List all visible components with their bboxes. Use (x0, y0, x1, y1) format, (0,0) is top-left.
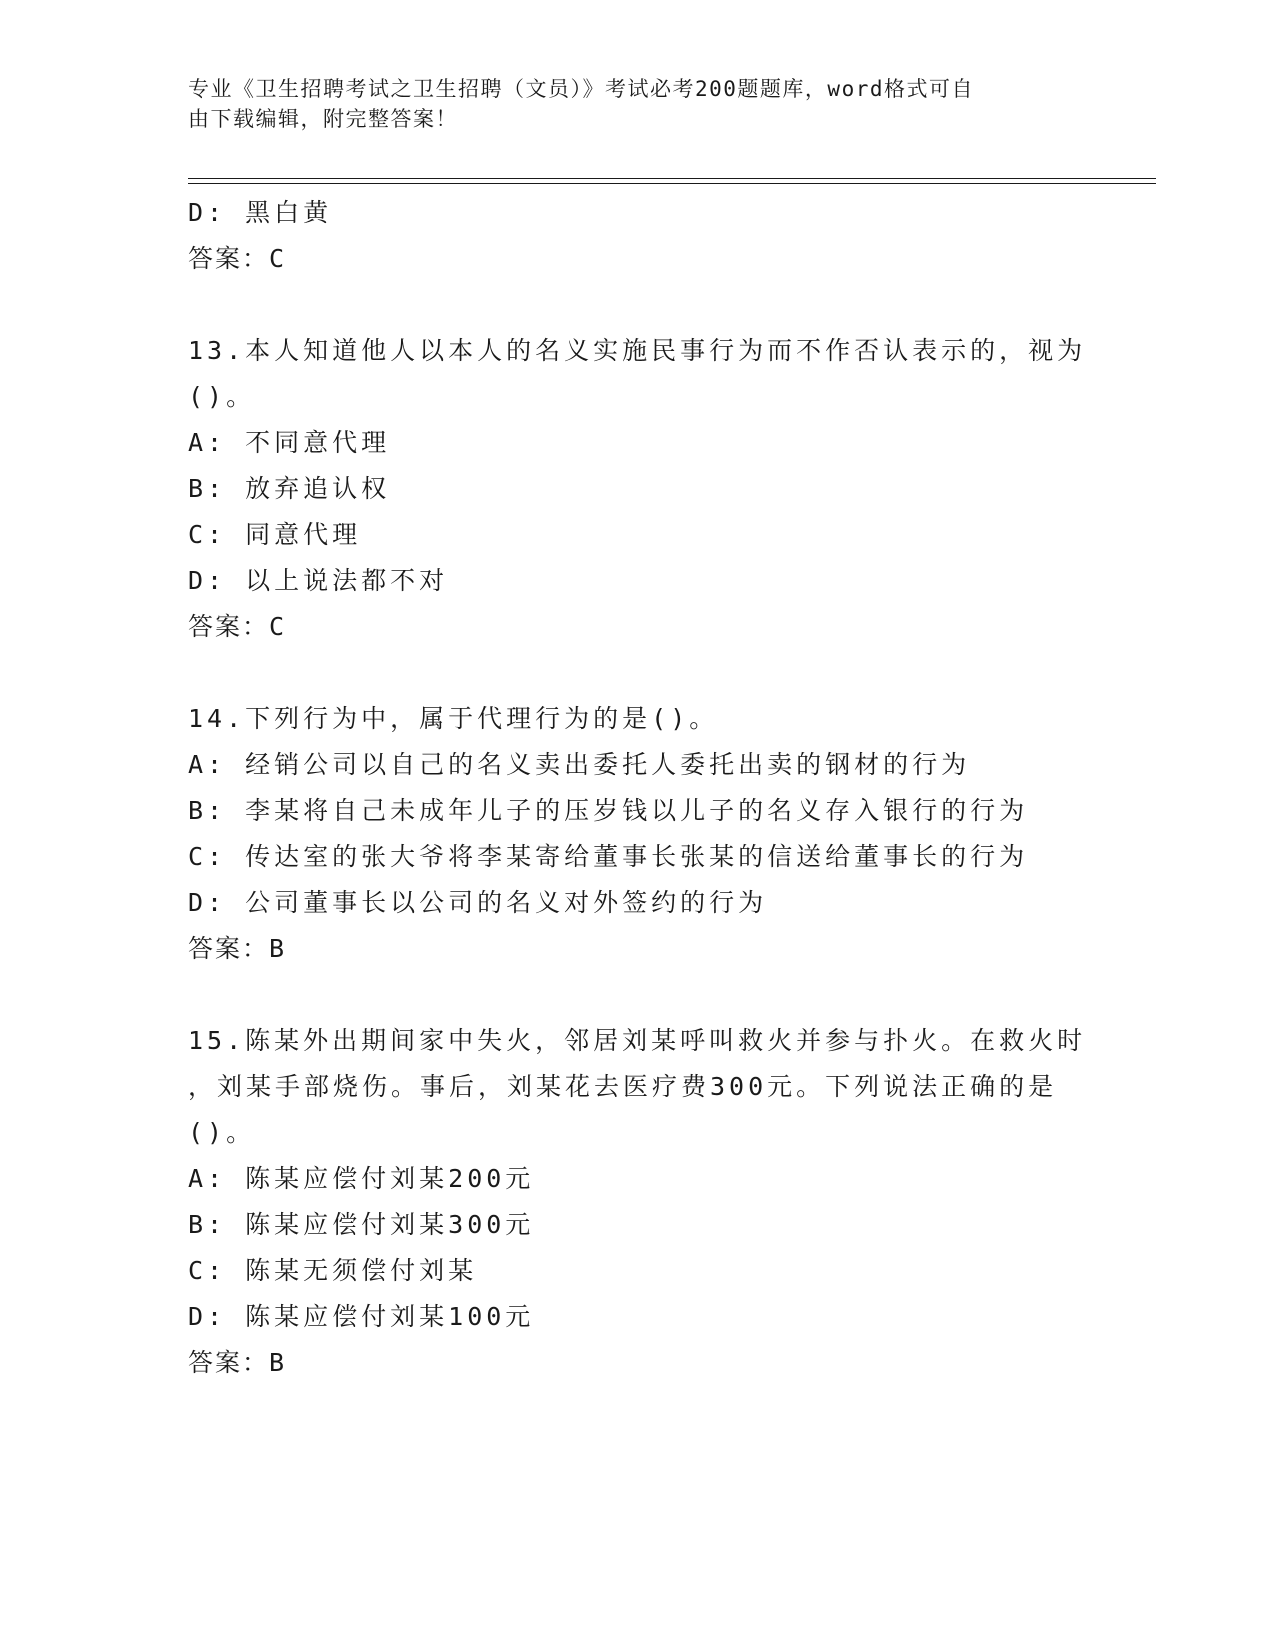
answer-line (188, 1340, 1088, 1386)
answer-label: 答案： (188, 1348, 270, 1377)
answer-line (188, 926, 1088, 972)
header-divider-bottom (188, 183, 1156, 184)
answer-line (188, 604, 1088, 650)
option-a: A: 不同意代理 (188, 428, 391, 457)
question-stem-line: ()。 (188, 1118, 256, 1147)
answer-label: 答案： (188, 244, 270, 273)
question-stem-line: 15.陈某外出期间家中失火，邻居刘某呼叫救火并参与扑火。在救火时 (188, 1026, 1087, 1055)
option-b: B: 李某将自己未成年儿子的压岁钱以儿子的名义存入银行的行为 (188, 796, 1029, 825)
question-14 (188, 696, 1088, 972)
option-a: A: 经销公司以自己的名义卖出委托人委托出卖的钢材的行为 (188, 750, 971, 779)
answer-value: B (269, 934, 287, 963)
question-list (188, 190, 1088, 1386)
answer-label: 答案： (188, 612, 270, 641)
question-stem-line: ()。 (188, 382, 256, 411)
option-b: B: 陈某应偿付刘某300元 (188, 1210, 535, 1239)
option-c: C: 同意代理 (188, 520, 362, 549)
answer-line (188, 236, 1088, 282)
spacer (188, 282, 1088, 328)
spacer (188, 650, 1088, 696)
answer-value: C (269, 612, 287, 641)
answer-label: 答案： (188, 934, 270, 963)
answer-value: B (269, 1348, 287, 1377)
answer-value: C (269, 244, 287, 273)
question-13 (188, 328, 1088, 650)
header-line-2: 由下载编辑，附完整答案！ (188, 107, 458, 131)
question-stem-line: 13.本人知道他人以本人的名义实施民事行为而不作否认表示的，视为 (188, 336, 1087, 365)
question-stem-line: ，刘某手部烧伤。事后，刘某花去医疗费300元。下列说法正确的是 (188, 1072, 1058, 1101)
spacer (188, 972, 1088, 1018)
question-stem-line: 14.下列行为中，属于代理行为的是()。 (188, 704, 719, 733)
option-d: D: 以上说法都不对 (188, 566, 449, 595)
option-d: D: 陈某应偿付刘某100元 (188, 1302, 535, 1331)
question-12-tail (188, 190, 1088, 282)
header-line-1: 专业《卫生招聘考试之卫生招聘（文员）》考试必考200题题库，word格式可自 (188, 77, 974, 101)
option-b: B: 放弃追认权 (188, 474, 391, 503)
option-c: C: 传达室的张大爷将李某寄给董事长张某的信送给董事长的行为 (188, 842, 1029, 871)
question-15 (188, 1018, 1088, 1386)
option-c: C: 陈某无须偿付刘某 (188, 1256, 478, 1285)
option-a: A: 陈某应偿付刘某200元 (188, 1164, 535, 1193)
document-header (188, 74, 1088, 134)
header-divider-top (188, 178, 1156, 179)
option-d: D: 公司董事长以公司的名义对外签约的行为 (188, 888, 768, 917)
option-d: D: 黑白黄 (188, 198, 333, 227)
